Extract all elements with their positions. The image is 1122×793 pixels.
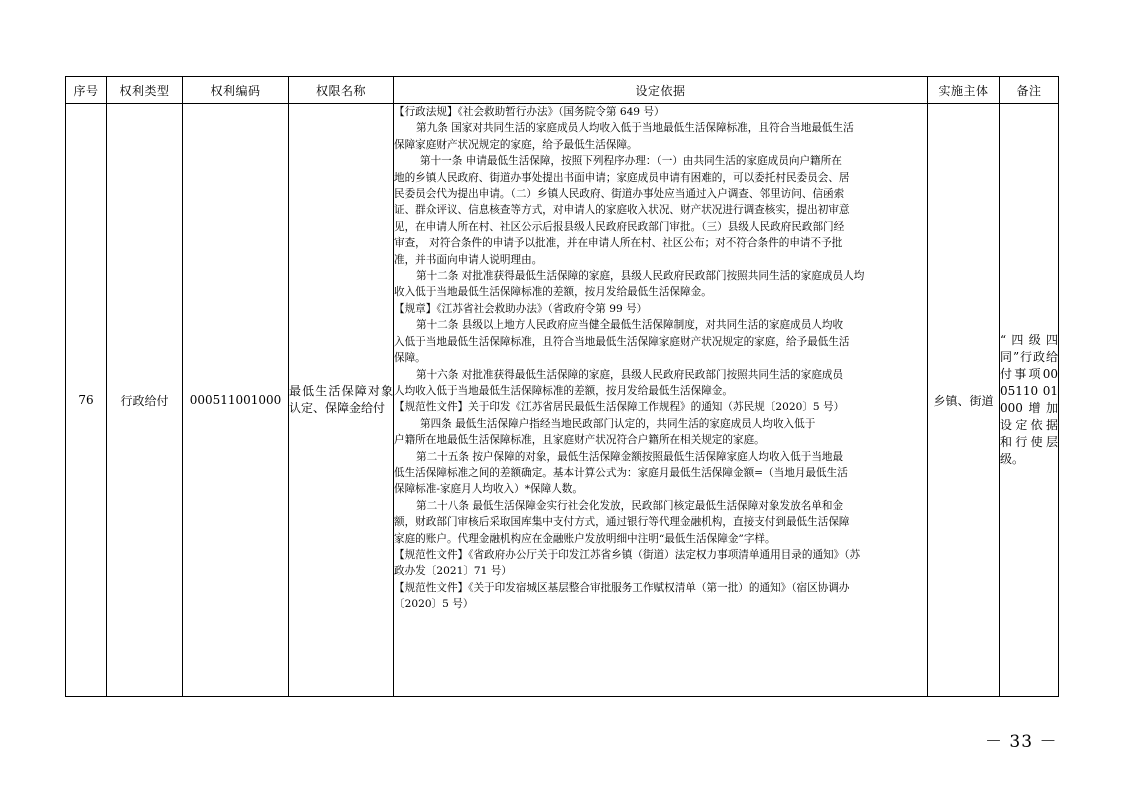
power-list-table (65, 76, 1059, 697)
basis-line: 【规范性文件】《关于印发宿城区基层整合审批服务工作赋权清单（第一批）的通知》（宿区协调办 (394, 581, 850, 594)
basis-line: 第十二条 县级以上地方人民政府应当健全最低生活保障制度，对共同生活的家庭成员人均收 (416, 319, 844, 332)
header-seq: 序号 (66, 77, 107, 104)
header-name: 权限名称 (289, 77, 394, 104)
cell-basis (394, 104, 928, 697)
basis-line: 第二十五条 按户保障的对象，最低生活保障金额按照最低生活保障家庭人均收入低于当地最 (416, 450, 844, 463)
basis-line: 【规范性文件】《省政府办公厅关于印发江苏省乡镇（街道）法定权力事项清单通用目录的通知》（苏 (394, 548, 861, 561)
basis-line: 政办发〔2021〕71 号） (394, 565, 512, 578)
cell-code: 000511001000 (183, 104, 289, 697)
basis-line: 第九条 国家对共同生活的家庭成员人均收入低于当地最低生活保障标准，且符合当地最低生活 (416, 122, 854, 135)
basis-line: 家庭的账户。代理金融机构应在金融账户发放明细中注明“最低生活保障金”字样。 (394, 532, 776, 545)
header-subject: 实施主体 (928, 77, 1000, 104)
basis-line: 低生活保障标准之间的差额确定。基本计算公式为：家庭月最低生活保障金额=（当地月最低生活 (394, 466, 848, 479)
cell-name: 最低生活保障对象认定、保障金给付 (289, 104, 394, 697)
basis-line: 〔2020〕5 号） (394, 598, 474, 611)
basis-line: 第十六条 对批准获得最低生活保障的家庭，县级人民政府民政部门按照共同生活的家庭成员 (416, 368, 844, 381)
basis-line: 人均收入低于当地最低生活保障标准的差额，按月发给最低生活保障金。 (394, 384, 733, 397)
header-basis: 设定依据 (394, 77, 928, 104)
cell-note: “四级四同”行政给付事项0005110 01000增加设定依据和行使层级。 (1000, 104, 1059, 697)
basis-line: 【规章】《江苏省社会救助办法》（省政府令第 99 号） (394, 302, 648, 315)
basis-line: 第二十八条 最低生活保障金实行社会化发放，民政部门核定最低生活保障对象发放名单和金 (416, 499, 844, 512)
page-number: － 33 － (985, 732, 1058, 752)
basis-line: 户籍所在地最低生活保障标准，且家庭财产状况符合户籍所在相关规定的家庭。 (394, 434, 765, 447)
basis-line: 保障标准-家庭月人均收入）*保障人数。 (394, 483, 583, 496)
basis-line: 第十一条 申请最低生活保障，按照下列程序办理：（一）由共同生活的家庭成员向户籍所在 (420, 155, 842, 168)
basis-line: 第四条 最低生活保障户指经当地民政部门认定的，共同生活的家庭成员人均收入低于 (420, 417, 816, 430)
basis-line: 审查， 对符合条件的申请予以批准，并在申请人所在村、社区公布；对不符合条件的申请不予批 (394, 237, 843, 250)
basis-line: 见，在申请人所在村、社区公示后报县级人民政府民政部门审批。（三）县级人民政府民政部门经 (394, 220, 845, 233)
cell-type: 行政给付 (107, 104, 183, 697)
basis-line: 额，财政部门审核后采取国库集中支付方式，通过银行等代理金融机构，直接支付到最低生活保障 (394, 516, 850, 529)
cell-subject: 乡镇、街道 (928, 104, 1000, 697)
table-row (66, 104, 1059, 697)
basis-line: 【行政法规】《社会救助暂行办法》（国务院令第 649 号） (394, 106, 665, 118)
basis-line: 保障家庭财产状况规定的家庭，给予最低生活保障。 (394, 138, 638, 151)
basis-line: 证、群众评议、信息核查等方式，对申请人的家庭收入状况、财产状况进行调查核实，提出初审意 (394, 204, 850, 217)
basis-line: 【规范性文件】关于印发《江苏省居民最低生活保障工作规程》的通知（苏民规〔2020〕5 号） (394, 401, 845, 414)
header-type: 权利类型 (107, 77, 183, 104)
basis-line: 地的乡镇人民政府、街道办事处提出书面申请；家庭成员申请有困难的，可以委托村民委员会、居 (394, 171, 850, 184)
basis-line: 第十二条 对批准获得最低生活保障的家庭，县级人民政府民政部门按照共同生活的家庭成员人均 (416, 270, 865, 283)
basis-line: 收入低于当地最低生活保障标准的差额，按月发给最低生活保障金。 (394, 286, 712, 299)
basis-line: 民委员会代为提出申请。（二）乡镇人民政府、街道办事处应当通过入户调查、邻里访问、信函索 (394, 188, 845, 201)
header-code: 权利编码 (183, 77, 289, 104)
basis-line: 入低于当地最低生活保障标准，且符合当地最低生活保障家庭财产状况规定的家庭，给予最低生活 (394, 335, 850, 348)
table-header-row (66, 77, 1059, 104)
header-note: 备注 (1000, 77, 1059, 104)
basis-line: 保障。 (394, 352, 426, 365)
cell-seq: 76 (66, 104, 107, 697)
basis-line: 准，并书面向申请人说明理由。 (394, 253, 543, 266)
